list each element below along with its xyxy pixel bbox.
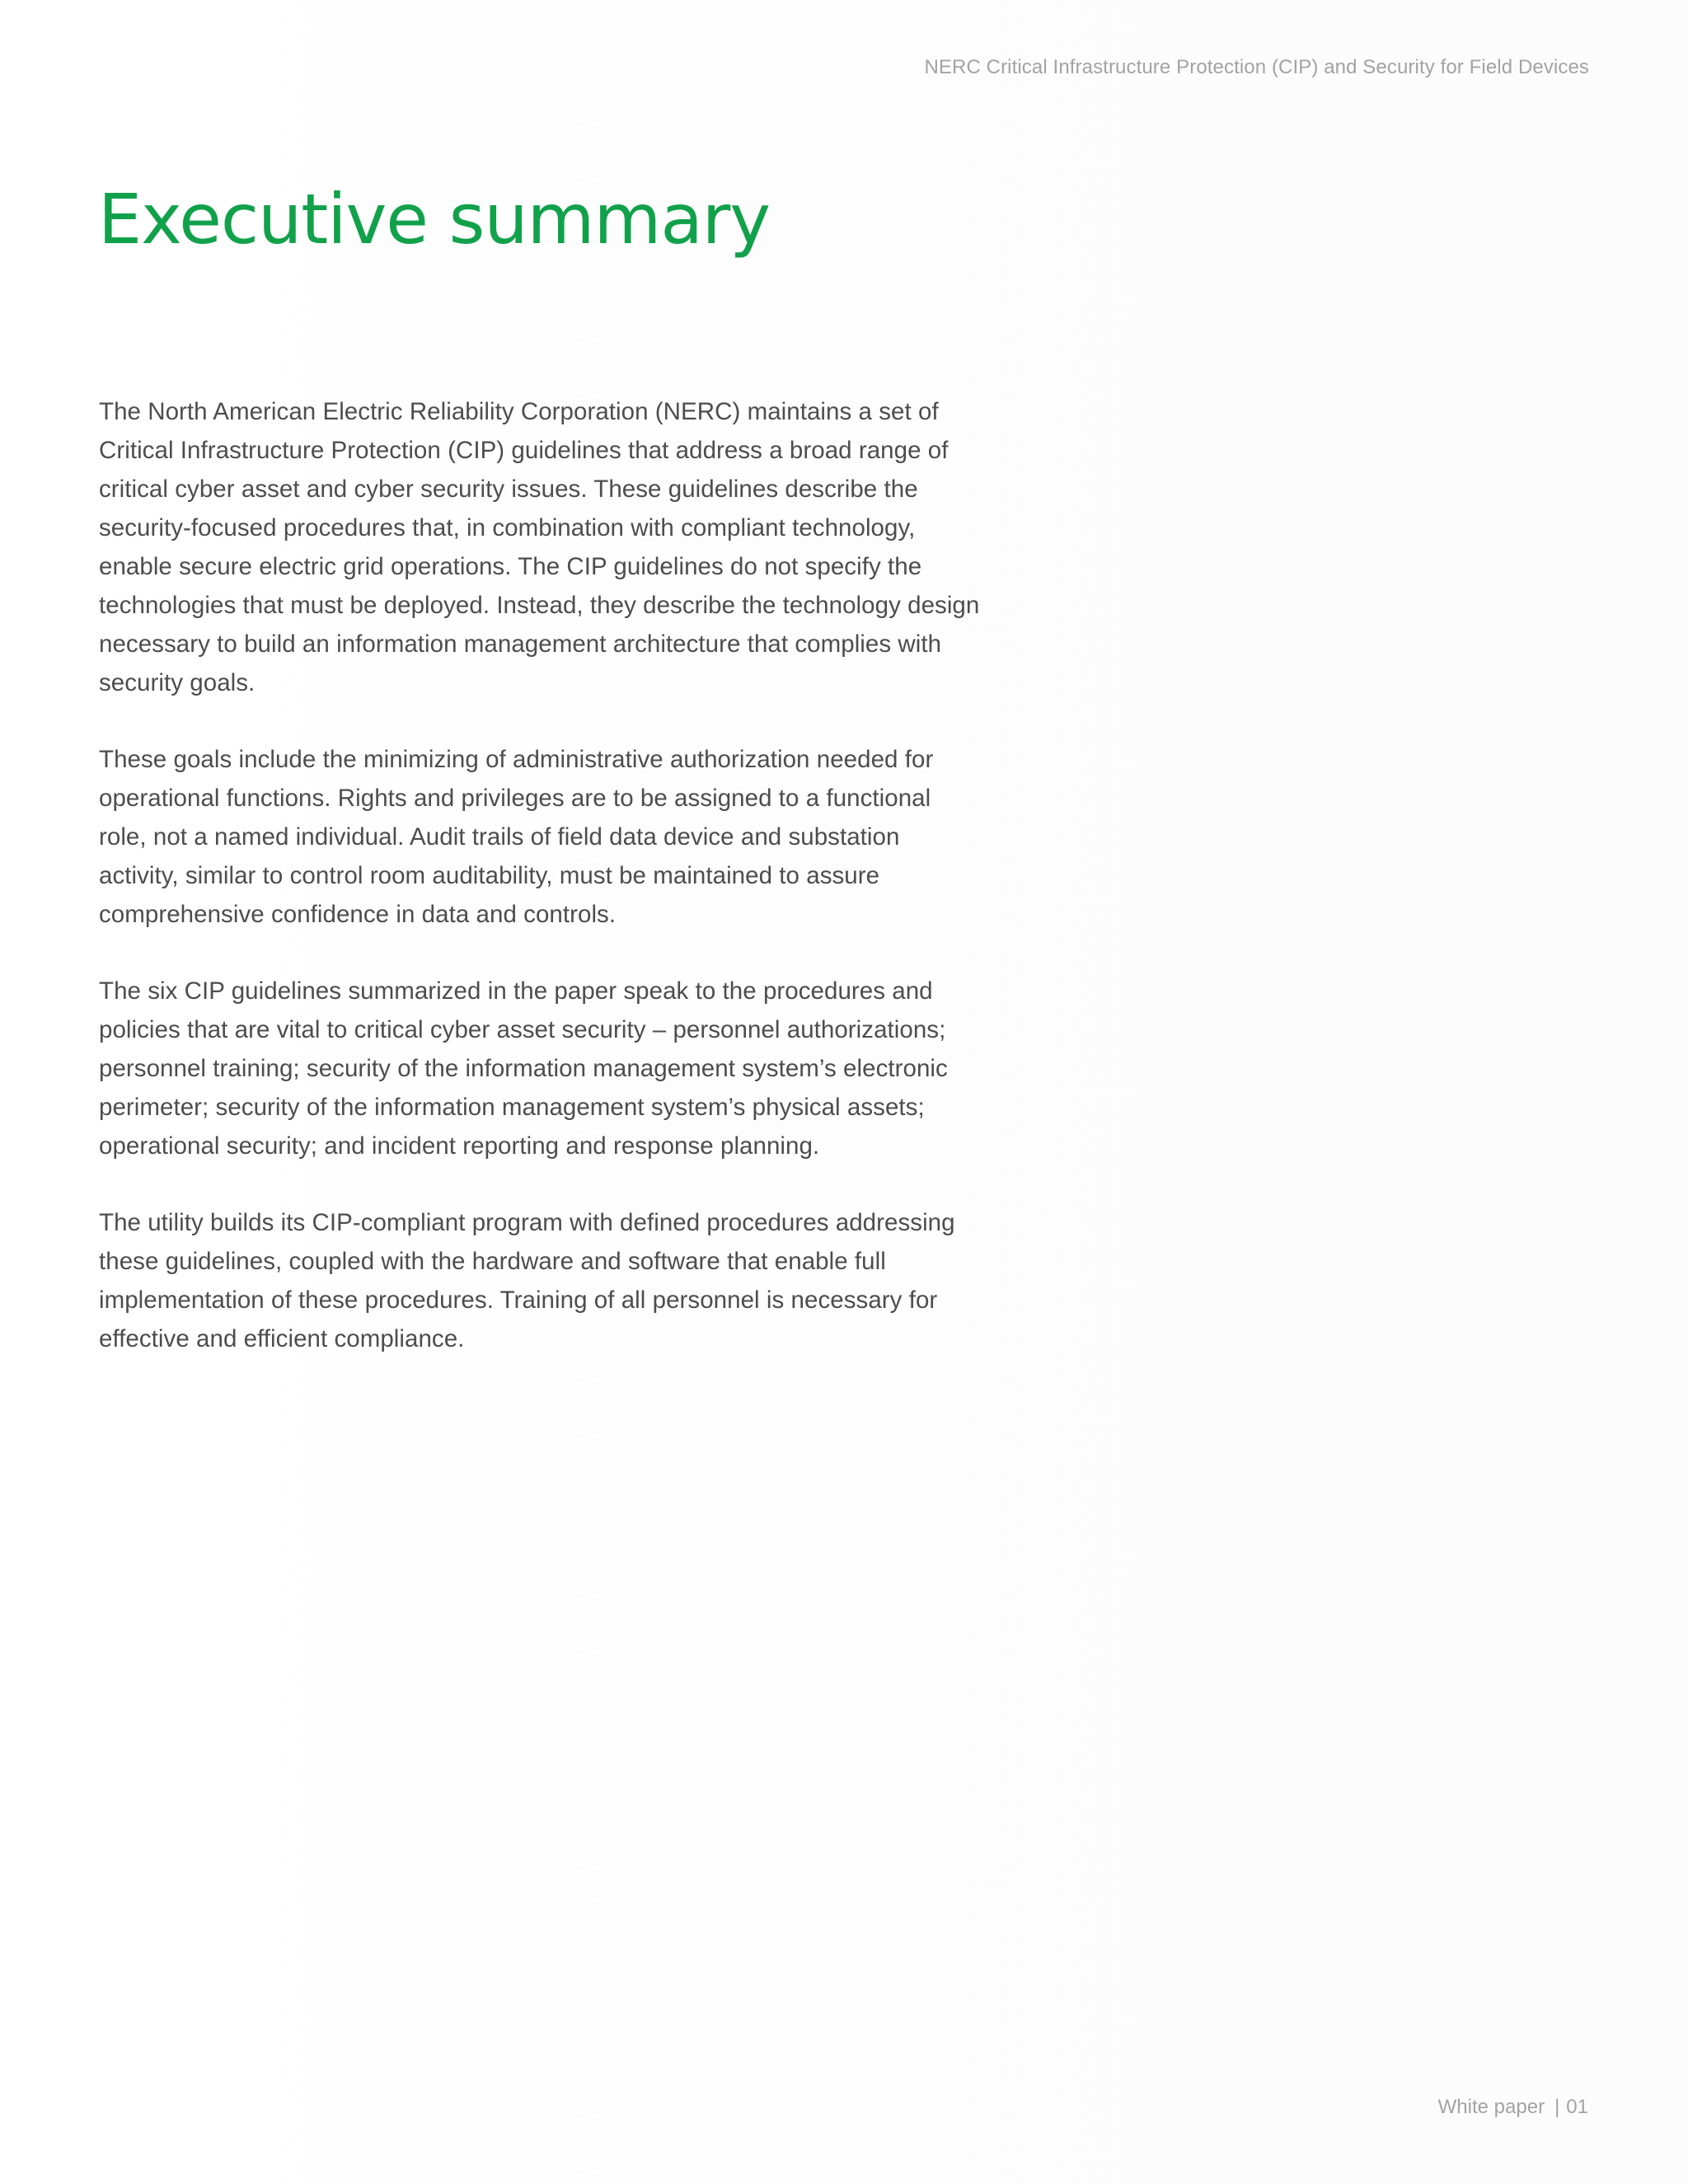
page-footer (1438, 2096, 1588, 2119)
page-title: Executive summary (98, 179, 771, 260)
paragraph-guidelines: The six CIP guidelines summarized in the paper speak to the procedures and policies that are vital to critical cyber asset security – personnel authorizations; personnel training; security of the information management system’s electronic perimeter; security of the information management system’s physical assets; operational security; and incident reporting and response planning. (99, 977, 948, 1160)
paragraph-goals: These goals include the minimizing of administrative authorization needed for operational functions. Rights and privileges are to be assigned to a functional role, not a named individual. Audit trails of field data device and substation activity, similar to control room auditability, must be maintained to assure comprehensive confidence in data and controls. (99, 746, 934, 928)
page-number: 01 (1566, 2096, 1588, 2118)
body-text (99, 392, 985, 1396)
paragraph-program: The utility builds its CIP-compliant program with defined procedures addressing these guidelines, coupled with the hardware and software that enable full implementation of these procedures. Training of all personnel is necessary for effective and efficient compliance. (99, 1209, 955, 1352)
paragraph-intro: The North American Electric Reliability Corporation (NERC) maintains a set of Critical Infrastructure Protection (CIP) guidelines that address a broad range of critical cyber asset and cyber security issues. These guidelines describe the security-focused procedures that, in combination with compliant technology, enable secure electric grid operations. The CIP guidelines do not specify the technologies that must be deployed. Instead, they describe the technology design necessary to build an information management architecture that complies with security goals. (99, 398, 980, 696)
footer-label: White paper (1437, 2096, 1545, 2118)
footer-separator: | (1554, 2096, 1560, 2118)
running-header: NERC Critical Infrastructure Protection (CIP) and Security for Field Devices (924, 56, 1589, 78)
